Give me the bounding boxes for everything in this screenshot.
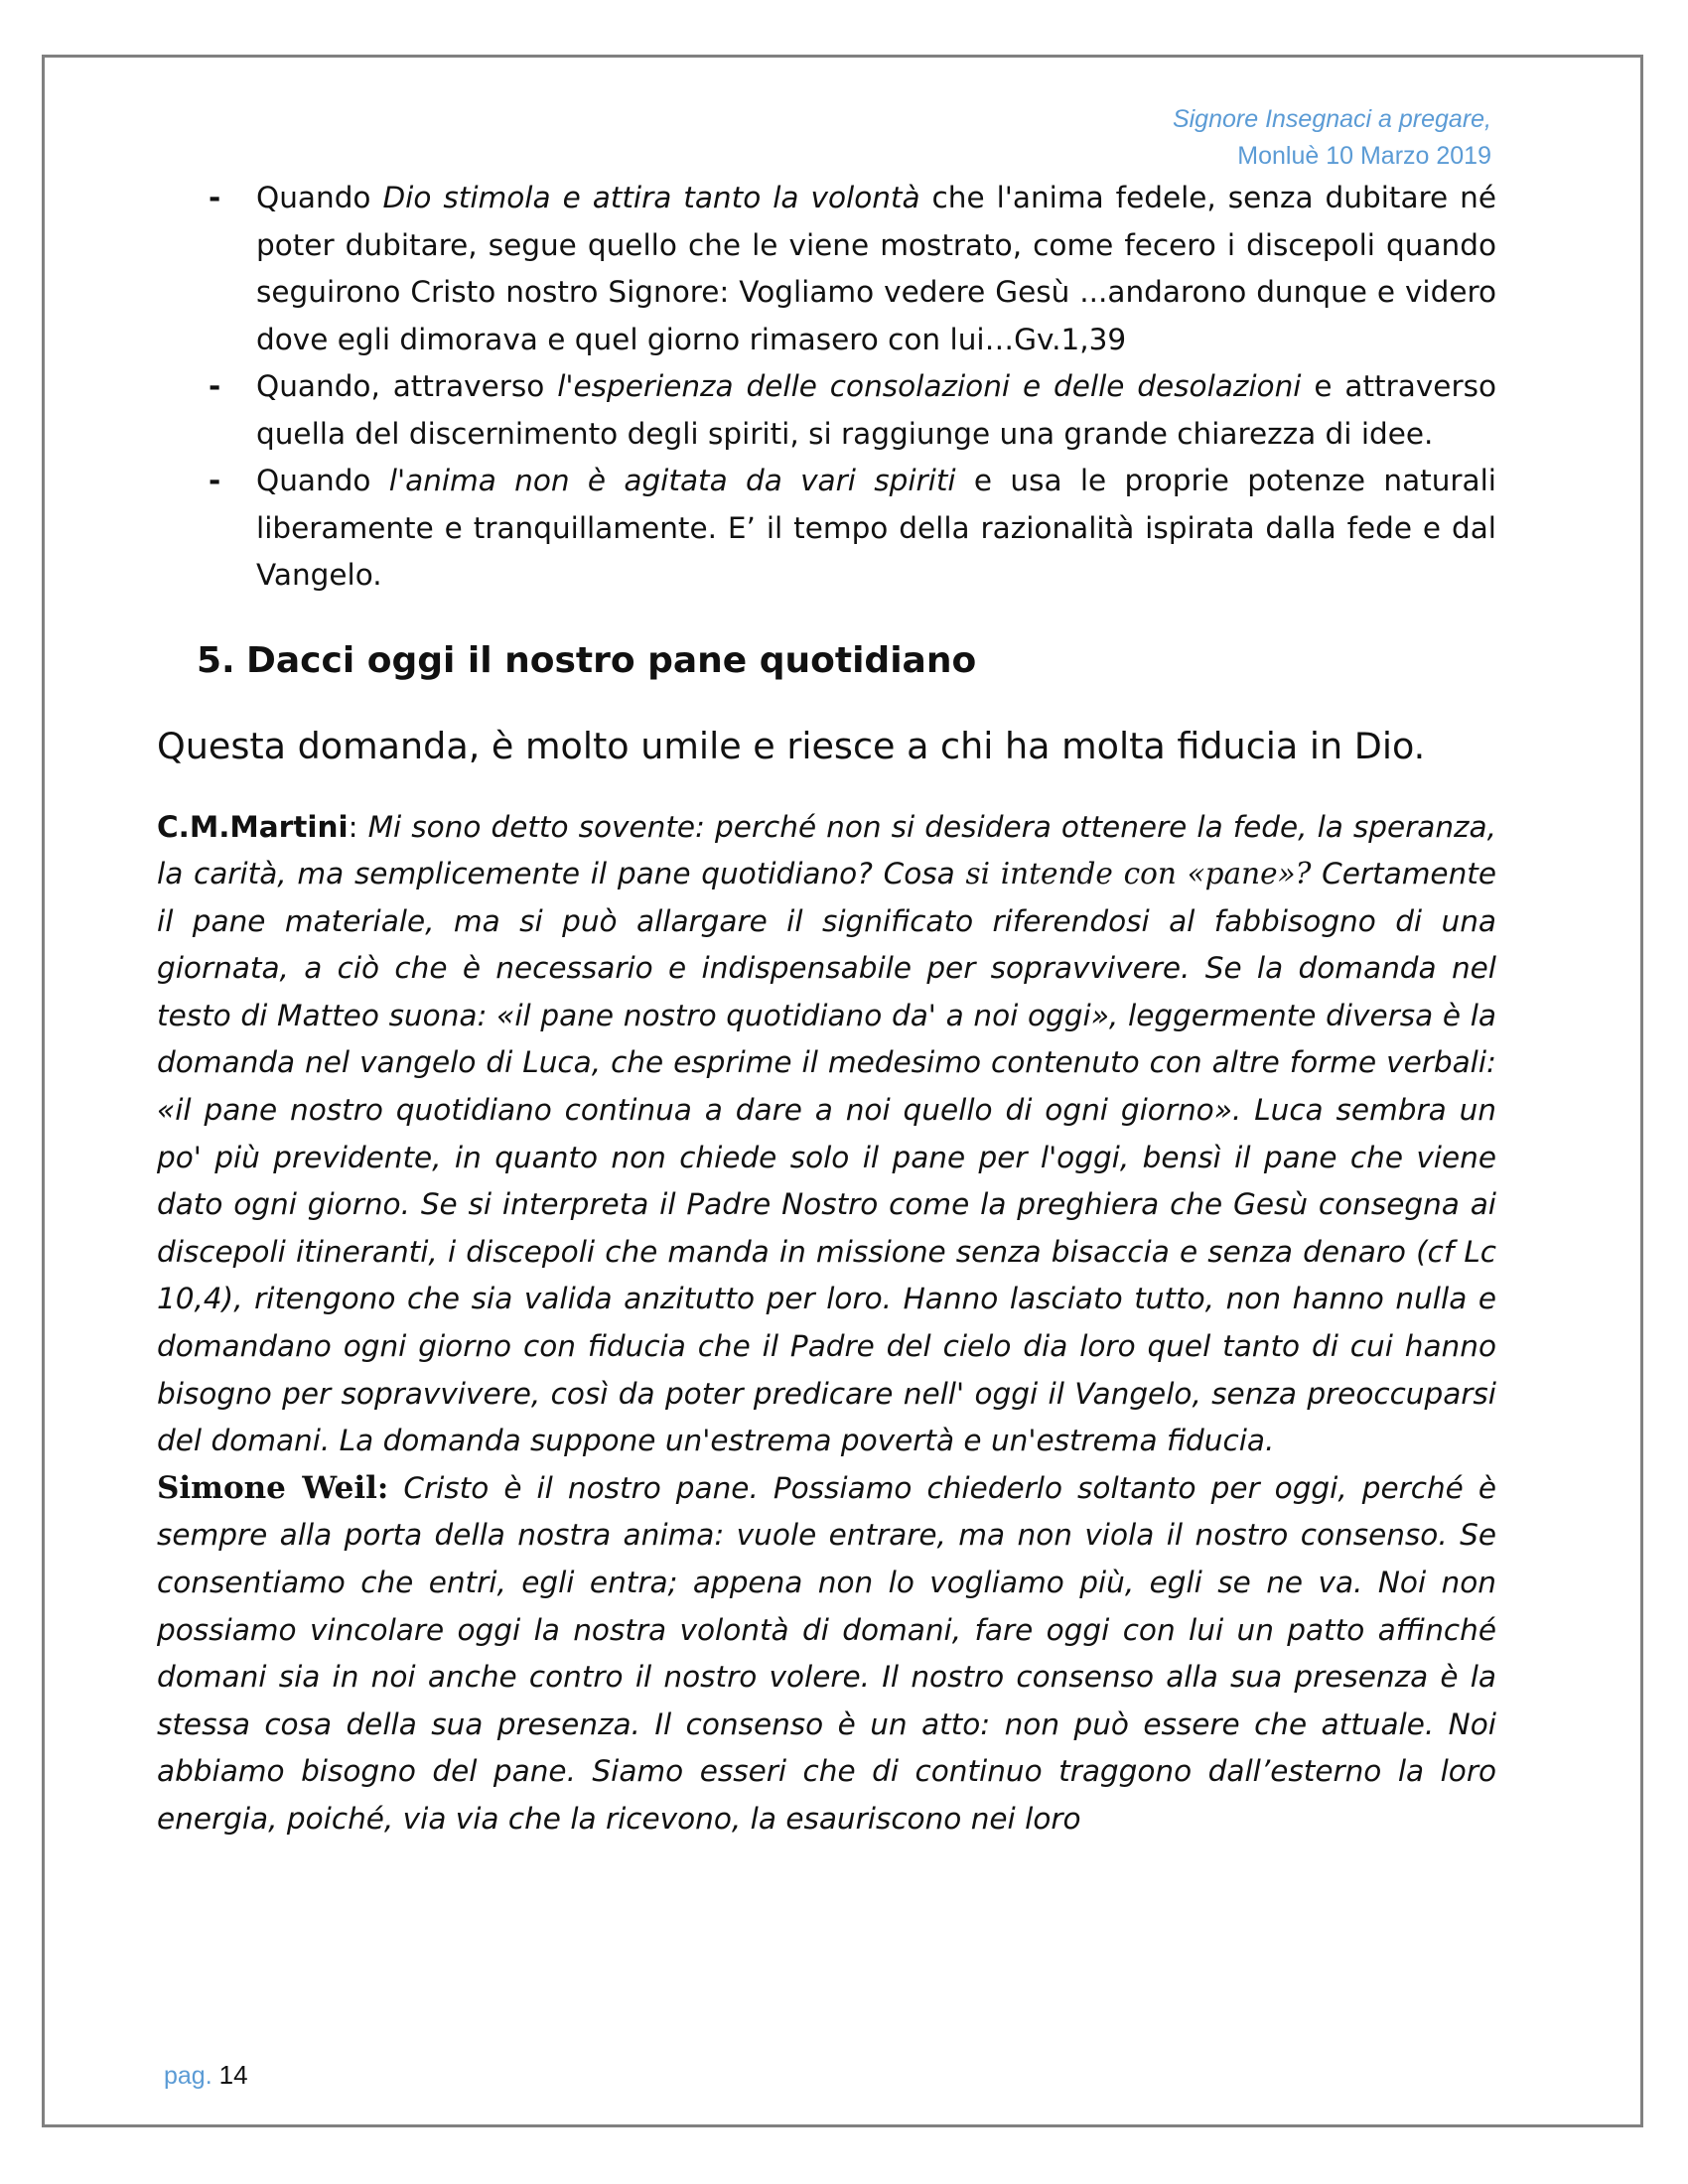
emphasis: l'esperienza delle consolazioni e delle desolazioni	[557, 369, 1302, 403]
quote-weil: Simone Weil: Cristo è il nostro pane. Possiamo chiederlo soltanto per oggi, perché è sempre alla porta della nostra anima: vuole entrare, ma non viola il nostro consenso. Se consentiamo che entri, egli entra; appena non lo vogliamo più, egli se ne va. Noi non possiamo vincolare oggi la nostra volontà di domani, fare oggi con lui un patto affinché domani sia in noi anche contro il nostro volere. Il nostro consenso alla sua presenza è la stessa cosa della sua presenza. Il consenso è un atto: non può essere che attuale. Noi abbiamo bisogno del pane. Siamo esseri che di continuo traggono dall’esterno la loro energia, poiché, via via che la ricevono, la esauriscono nei loro	[157, 1469, 1497, 1836]
intro-paragraph: Questa domanda, è molto umile e riesce a chi ha molta fiducia in Dio.	[157, 724, 1426, 767]
page-header	[1173, 101, 1491, 175]
bullet-list	[157, 175, 1496, 600]
list-item: - Quando, attraverso l'esperienza delle consolazioni e delle desolazioni e attraverso quella del discernimento degli spiriti, si raggiunge una grande chiarezza di idee.	[157, 363, 1496, 458]
quote-author: Simone Weil:	[157, 1469, 389, 1506]
section-heading	[197, 631, 1496, 691]
emphasis: l'anima non è agitata da vari spiriti	[388, 464, 956, 497]
header-date: Monluè 10 Marzo 2019	[1237, 142, 1491, 170]
page-footer	[164, 2060, 248, 2091]
header-title: Signore Insegnaci a pregare,	[1172, 105, 1491, 133]
quotes-block	[157, 804, 1496, 1843]
bullet-dash: -	[209, 369, 221, 403]
quote-author: C.M.Martini	[157, 809, 349, 844]
emphasis: Dio stimola e attira tanto la volontà	[382, 181, 920, 214]
section-title: Dacci oggi il nostro pane quotidiano	[246, 639, 977, 681]
bullet-dash: -	[209, 181, 221, 214]
quote-martini: C.M.Martini: Mi sono detto sovente: perché non si desidera ottenere la fede, la speranza, la carità, ma semplicemente il pane quotidiano? Cosa si intende con «pane»? Certamente il pane materiale, ma si può allargare il significato riferendosi al fabbisogno di una giornata, a ciò che è necessario e indispensabile per sopravvivere. Se la domanda nel testo di Matteo suona: «il pane nostro quotidiano da' a noi oggi», leggermente diversa è la domanda nel vangelo di Luca, che esprime il medesimo contenuto con altre forme verbali: «il pane nostro quotidiano continua a dare a noi quello di ogni giorno». Luca sembra un po' più previdente, in quanto non chiede solo il pane per l'oggi, bensì il pane che viene dato ogni giorno. Se si interpreta il Padre Nostro come la preghiera che Gesù consegna ai discepoli itineranti, i discepoli che manda in missione senza bisaccia e senza denaro (cf Lc 10,4), ritengono che sia valida anzitutto per loro. Hanno lasciato tutto, non hanno nulla e domandano ogni giorno con fiducia che il Padre del cielo dia loro quel tanto di cui hanno bisogno per sopravvivere, così da poter predicare nell' oggi il Vangelo, senza preoccuparsi del domani. La domanda suppone un'estrema povertà e un'estrema fiducia.	[157, 809, 1496, 1458]
page-label: pag.	[164, 2062, 212, 2090]
page-number: 14	[218, 2060, 248, 2090]
list-item: - Quando Dio stimola e attira tanto la volontà che l'anima fedele, senza dubitare né poter dubitare, segue quello che le viene mostrato, come fecero i discepoli quando seguirono Cristo nostro Signore: Vogliamo vedere Gesù ...andarono dunque e videro dove egli dimorava e quel giorno rimasero con lui…Gv.1,39	[157, 175, 1496, 363]
section-number: 5.	[197, 639, 235, 681]
bullet-dash: -	[209, 464, 221, 497]
page-content	[157, 175, 1496, 1843]
list-item: - Quando l'anima non è agitata da vari spiriti e usa le proprie potenze naturali liberamente e tranquillamente. E’ il tempo della razionalità ispirata dalla fede e dal Vangelo.	[157, 458, 1496, 600]
